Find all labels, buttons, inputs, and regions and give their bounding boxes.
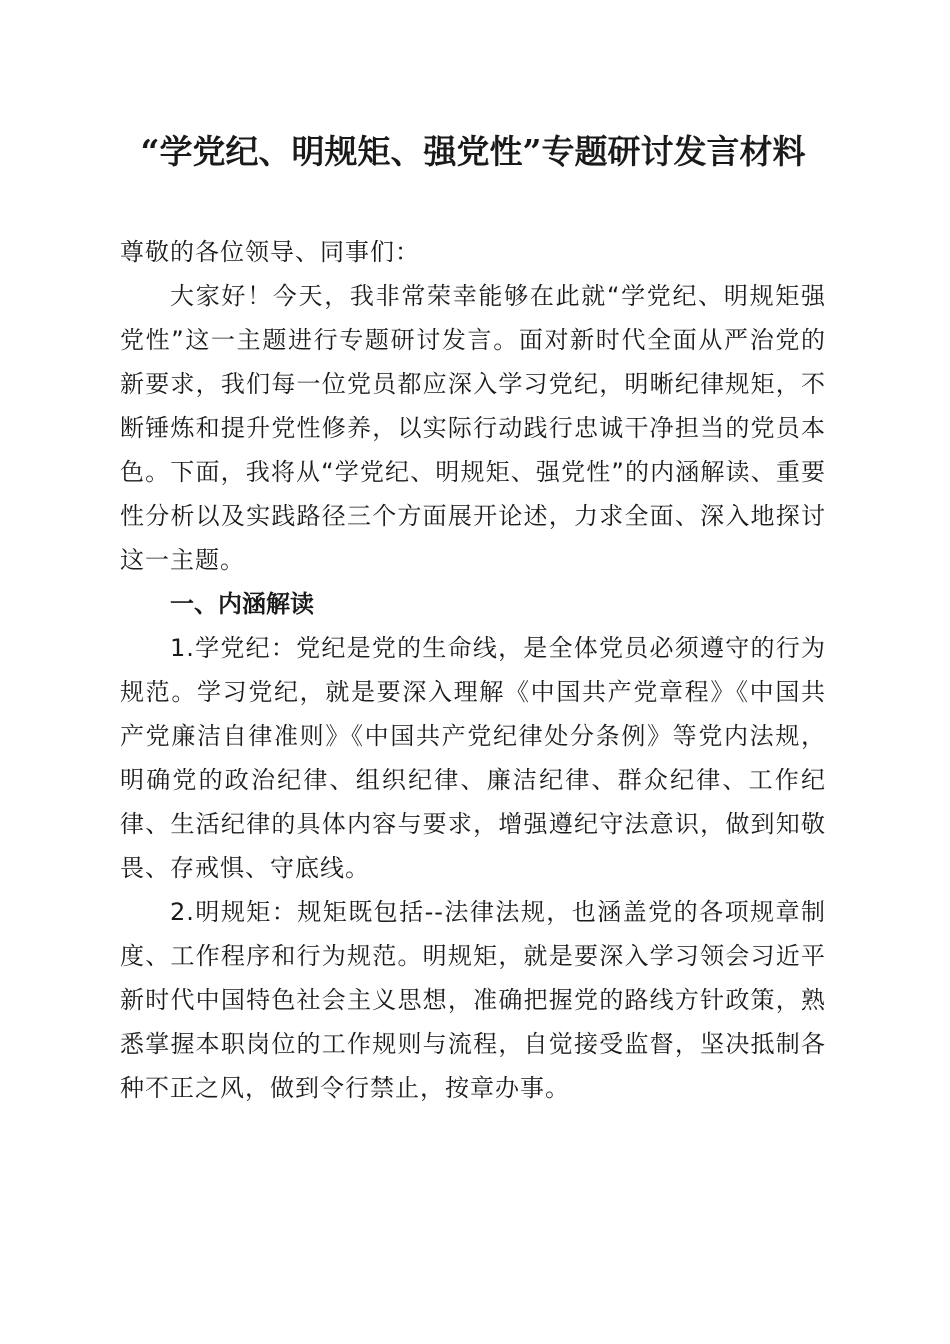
document-page	[120, 130, 826, 1110]
salutation: 尊敬的各位领导、同事们：	[120, 238, 420, 266]
paragraph-item-2: 2.明规矩：规矩既包括--法律法规，也涵盖党的各项规章制度、工作程序和行为规范。明规矩，就是要深入学习领会习近平新时代中国特色社会主义思想，准确把握党的路线方针政策，熟悉掌握本职岗位的工作规则与流程，自觉接受监督，坚决抵制各种不正之风，做到令行禁止，按章办事。	[120, 898, 826, 1102]
document-body	[120, 230, 826, 1110]
section-heading: 一、内涵解读	[170, 590, 314, 618]
intro-paragraph: 大家好！今天，我非常荣幸能够在此就“学党纪、明规矩强党性”这一主题进行专题研讨发言。面对新时代全面从严治党的新要求，我们每一位党员都应深入学习党纪，明晰纪律规矩，不断锤炼和提升党性修养，以实际行动践行忠诚干净担当的党员本色。下面，我将从“学党纪、明规矩、强党性”的内涵解读、重要性分析以及实践路径三个方面展开论述，力求全面、深入地探讨这一主题。	[120, 282, 826, 574]
document-title: “学党纪、明规矩、强党性”专题研讨发言材料	[140, 132, 806, 171]
paragraph-item-1: 1.学党纪：党纪是党的生命线，是全体党员必须遵守的行为规范。学习党纪，就是要深入理解《中国共产党章程》《中国共产党廉洁自律准则》《中国共产党纪律处分条例》等党内法规，明确党的政治纪律、组织纪律、廉洁纪律、群众纪律、工作纪律、生活纪律的具体内容与要求，增强遵纪守法意识，做到知敬畏、存戒惧、守底线。	[120, 634, 826, 882]
